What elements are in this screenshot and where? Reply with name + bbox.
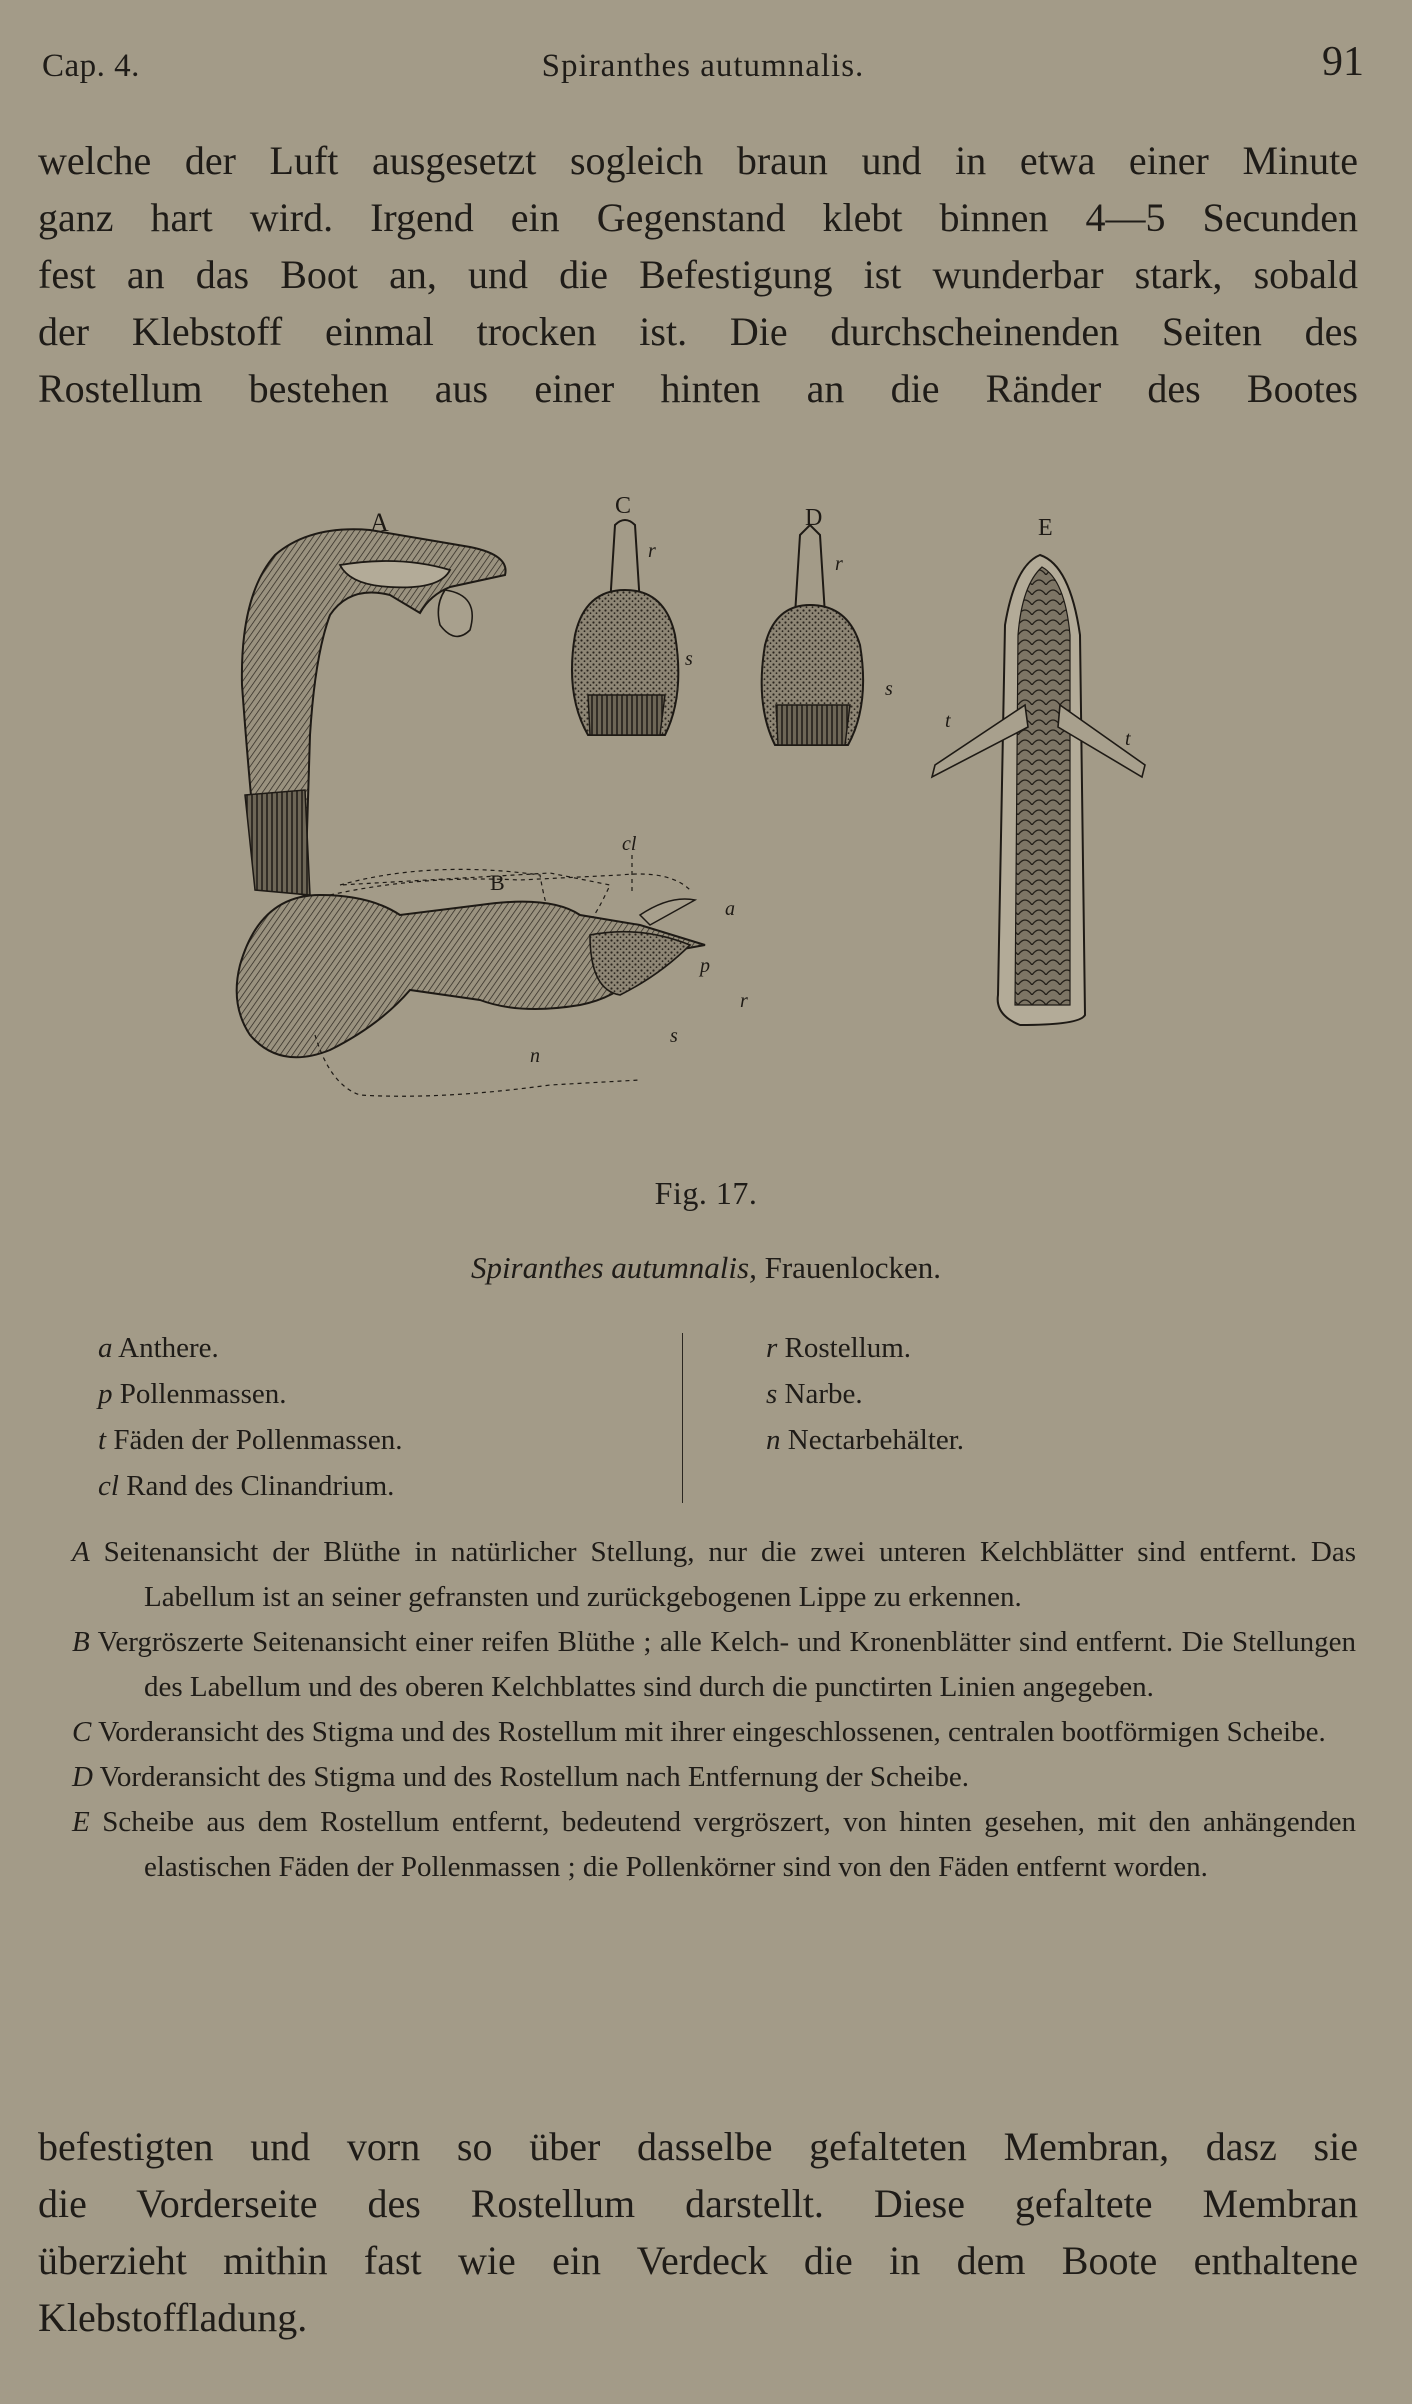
- panel-e-disc-from-rostellum: [932, 515, 1145, 1025]
- text-line: der Klebstoff einmal trocken ist. Die durchscheinenden Seiten des: [38, 309, 1358, 354]
- figure-caption: [0, 1250, 1412, 1286]
- label-r: r: [648, 540, 656, 562]
- description-b: B Vergröszerte Seitenansicht einer reifen Blüthe ; alle Kelch- und Kronenblätter sind entfernt. Die Stellungen des Labellum und des oberen Kelchblattes sind durch die punctirten Linien angegeben.: [72, 1626, 1356, 1703]
- paragraph-top: [38, 132, 1358, 417]
- panel-letter-b: B: [490, 870, 505, 895]
- caption-species: Spiranthes autumnalis,: [470, 1250, 757, 1285]
- label-r: r: [835, 553, 843, 575]
- label-t-left: t: [945, 710, 951, 732]
- figure-17-illustration: [220, 495, 1180, 1135]
- label-a: a: [725, 898, 735, 920]
- legend-divider: [682, 1333, 683, 1503]
- description-e: E Scheibe aus dem Rostellum entfernt, bedeutend vergröszert, von hinten gesehen, mit den anhängenden elastischen Fäden der Pollenmassen ; die Pollenkörner sind von den Fäden entfernt worden.: [72, 1806, 1356, 1883]
- legend-entry: a Anthere.: [98, 1332, 219, 1364]
- text-line: fest an das Boot an, und die Befestigung ist wunderbar stark, sobald: [38, 252, 1358, 297]
- panel-letter-e: E: [1038, 515, 1053, 541]
- panel-letter-d: D: [805, 505, 823, 531]
- running-title: Spiranthes autumnalis.: [541, 48, 865, 84]
- text-line: Klebstoffladung.: [38, 2295, 308, 2340]
- panel-letter-c: C: [615, 495, 632, 519]
- text-line: überzieht mithin fast wie ein Verdeck die in dem Boote enthaltene: [38, 2238, 1358, 2283]
- panel-b-mature-flower-side-view: [237, 833, 748, 1096]
- description-c: C Vorderansicht des Stigma und des Rostellum mit ihrer eingeschlossenen, centralen bootförmigen Scheibe.: [72, 1716, 1326, 1748]
- label-n: n: [530, 1045, 540, 1067]
- label-s: s: [885, 678, 893, 700]
- text-line: ganz hart wird. Irgend ein Gegenstand klebt binnen 4—5 Secunden: [38, 195, 1358, 240]
- legend-entry: n Nectarbehälter.: [766, 1424, 965, 1456]
- page-number: 91: [1322, 39, 1364, 85]
- legend-column-left: [98, 1325, 678, 1509]
- label-r: r: [740, 990, 748, 1012]
- panel-descriptions: [38, 1530, 1356, 1890]
- label-s: s: [670, 1025, 678, 1047]
- text-line: befestigten und vorn so über dasselbe gefalteten Membran, dasz sie: [38, 2124, 1358, 2169]
- legend-entry: cl Rand des Clinandrium.: [98, 1470, 395, 1502]
- text-line: die Vorderseite des Rostellum darstellt. Diese gefaltete Membran: [38, 2181, 1358, 2226]
- legend-entry: t Fäden der Pollenmassen.: [98, 1424, 403, 1456]
- botanical-engraving: [220, 495, 1180, 1135]
- description-d: D Vorderansicht des Stigma und des Rostellum nach Entfernung der Scheibe.: [72, 1761, 969, 1793]
- label-s: s: [685, 648, 693, 670]
- running-head: [42, 38, 1364, 88]
- caption-common-name: Frauenlocken.: [756, 1250, 942, 1285]
- paragraph-bottom: [38, 2118, 1358, 2346]
- legend-entry: p Pollenmassen.: [98, 1378, 287, 1410]
- chapter-label: Cap. 4.: [42, 48, 140, 84]
- legend-column-right: [766, 1325, 1186, 1463]
- description-a: A Seitenansicht der Blüthe in natürlicher Stellung, nur die zwei unteren Kelchblätter sind entfernt. Das Labellum ist an seiner gefransten und zurückgebogenen Lippe zu erkennen.: [72, 1536, 1356, 1613]
- label-t-right: t: [1125, 728, 1131, 750]
- label-p: p: [700, 955, 710, 977]
- text-line: welche der Luft ausgesetzt sogleich braun und in etwa einer Minute: [38, 138, 1358, 183]
- text-line: Rostellum bestehen aus einer hinten an die Ränder des Bootes: [38, 366, 1358, 411]
- label-cl: cl: [622, 833, 637, 855]
- panel-a-flower-side-view: [242, 508, 506, 895]
- panel-d-stigma-without-disc: [762, 505, 893, 745]
- panel-letter-a: A: [370, 508, 389, 537]
- panel-c-stigma-front: [572, 495, 693, 735]
- legend-entry: s Narbe.: [766, 1378, 863, 1410]
- figure-label: Fig. 17.: [654, 1175, 758, 1211]
- legend-entry: r Rostellum.: [766, 1332, 912, 1364]
